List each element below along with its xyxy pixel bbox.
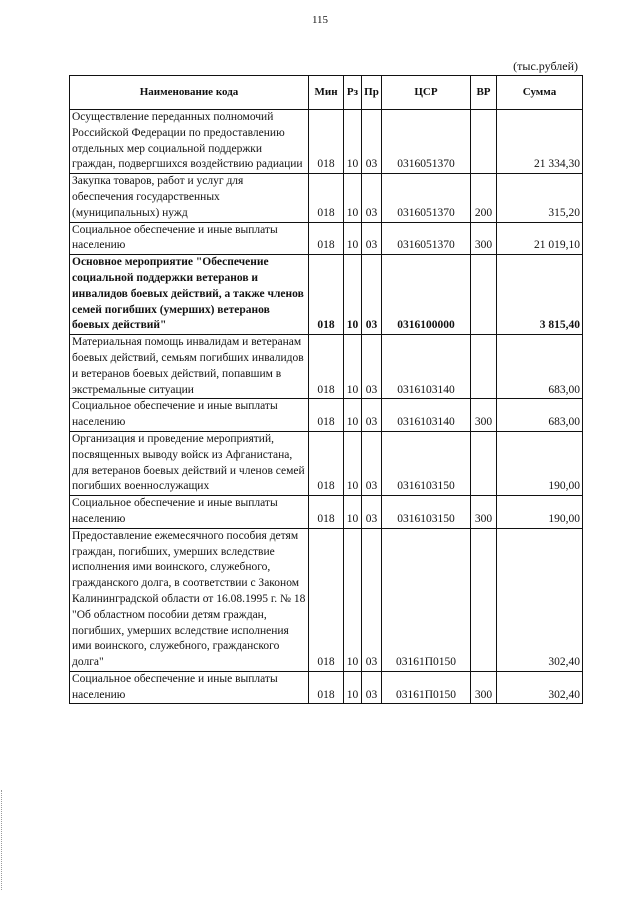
row-rz: 10: [344, 174, 362, 222]
row-vr: 300: [471, 496, 497, 529]
row-sum: 302,40: [497, 528, 583, 671]
row-rz: 10: [344, 671, 362, 704]
table-row: [70, 528, 583, 671]
row-vr: [471, 335, 497, 399]
row-vr: [471, 431, 497, 495]
row-sum: 21 334,30: [497, 110, 583, 174]
row-sum: 190,00: [497, 431, 583, 495]
table-row: [70, 335, 583, 399]
table-row: [70, 399, 583, 432]
row-vr: 300: [471, 222, 497, 255]
row-pr: 03: [362, 431, 382, 495]
table-row: [70, 174, 583, 222]
row-rz: 10: [344, 496, 362, 529]
header-min: Мин: [309, 76, 344, 110]
table-row: [70, 222, 583, 255]
header-sum: Сумма: [497, 76, 583, 110]
row-name: Организация и проведение мероприятий, посвященных выводу войск из Афганистана, для ветеранов боевых действий и членов семей погибших военнослужащих: [70, 431, 309, 495]
row-sum: 683,00: [497, 399, 583, 432]
header-vr: ВР: [471, 76, 497, 110]
row-sum: 3 815,40: [497, 255, 583, 335]
row-min: 018: [309, 174, 344, 222]
row-name: Основное мероприятие "Обеспечение социальной поддержки ветеранов и инвалидов боевых действий, а также членов семей погибших (умерших) ветеранов боевых действий": [70, 255, 309, 335]
units-label: (тыс.рублей): [513, 59, 578, 73]
row-sum: 190,00: [497, 496, 583, 529]
row-vr: 300: [471, 671, 497, 704]
row-sum: 683,00: [497, 335, 583, 399]
page-number: 115: [311, 14, 329, 26]
row-rz: 10: [344, 528, 362, 671]
row-csr: 0316103150: [382, 431, 471, 495]
row-min: 018: [309, 399, 344, 432]
row-min: 018: [309, 110, 344, 174]
row-csr: 0316051370: [382, 110, 471, 174]
row-pr: 03: [362, 496, 382, 529]
row-csr: 0316103140: [382, 335, 471, 399]
row-csr: 0316100000: [382, 255, 471, 335]
header-pr: Пр: [362, 76, 382, 110]
row-rz: 10: [344, 431, 362, 495]
row-pr: 03: [362, 335, 382, 399]
row-vr: [471, 110, 497, 174]
row-name: Предоставление ежемесячного пособия детям граждан, погибших, умерших вследствие исполнения ими воинского, служебного, гражданского долга, в соответствии с Законом Калининградской области от 16.08.1995 г. № 18 "Об областном пособии детям граждан, погибших, умерших вследствие исполнения ими воинского, служебного, гражданского долга": [70, 528, 309, 671]
table-row: [70, 671, 583, 704]
row-pr: 03: [362, 174, 382, 222]
row-name: Социальное обеспечение и иные выплаты населению: [70, 496, 309, 529]
row-pr: 03: [362, 399, 382, 432]
table-row: [70, 110, 583, 174]
header-name: Наименование кода: [70, 76, 309, 110]
row-csr: 0316103150: [382, 496, 471, 529]
row-pr: 03: [362, 255, 382, 335]
row-name: Социальное обеспечение и иные выплаты населению: [70, 399, 309, 432]
budget-table: [69, 75, 583, 704]
row-csr: 0316051370: [382, 174, 471, 222]
row-pr: 03: [362, 671, 382, 704]
row-vr: 300: [471, 399, 497, 432]
header-rz: Рз: [344, 76, 362, 110]
row-name: Закупка товаров, работ и услуг для обеспечения государственных (муниципальных) нужд: [70, 174, 309, 222]
row-csr: 03161П0150: [382, 671, 471, 704]
row-min: 018: [309, 528, 344, 671]
row-min: 018: [309, 671, 344, 704]
row-name: Материальная помощь инвалидам и ветеранам боевых действий, семьям погибших инвалидов и ветеранов боевых действий, попавшим в экстремальные ситуации: [70, 335, 309, 399]
row-vr: 200: [471, 174, 497, 222]
scan-margin-marks: [1, 790, 5, 890]
row-vr: [471, 255, 497, 335]
row-min: 018: [309, 431, 344, 495]
row-name: Социальное обеспечение и иные выплаты населению: [70, 222, 309, 255]
row-sum: 315,20: [497, 174, 583, 222]
header-csr: ЦСР: [382, 76, 471, 110]
row-rz: 10: [344, 255, 362, 335]
row-vr: [471, 528, 497, 671]
row-csr: 0316103140: [382, 399, 471, 432]
row-csr: 03161П0150: [382, 528, 471, 671]
row-pr: 03: [362, 528, 382, 671]
row-rz: 10: [344, 222, 362, 255]
row-pr: 03: [362, 110, 382, 174]
row-rz: 10: [344, 335, 362, 399]
row-sum: 21 019,10: [497, 222, 583, 255]
table-row: [70, 496, 583, 529]
row-name: Осуществление переданных полномочий Российской Федерации по предоставлению отдельных мер социальной поддержки граждан, подвергшихся воздействию радиации: [70, 110, 309, 174]
table-row: [70, 431, 583, 495]
row-rz: 10: [344, 110, 362, 174]
row-sum: 302,40: [497, 671, 583, 704]
row-pr: 03: [362, 222, 382, 255]
table-header-row: [70, 76, 583, 110]
table-row-main-activity: [70, 255, 583, 335]
row-csr: 0316051370: [382, 222, 471, 255]
row-min: 018: [309, 255, 344, 335]
row-min: 018: [309, 496, 344, 529]
row-min: 018: [309, 222, 344, 255]
row-name: Социальное обеспечение и иные выплаты населению: [70, 671, 309, 704]
row-rz: 10: [344, 399, 362, 432]
row-min: 018: [309, 335, 344, 399]
